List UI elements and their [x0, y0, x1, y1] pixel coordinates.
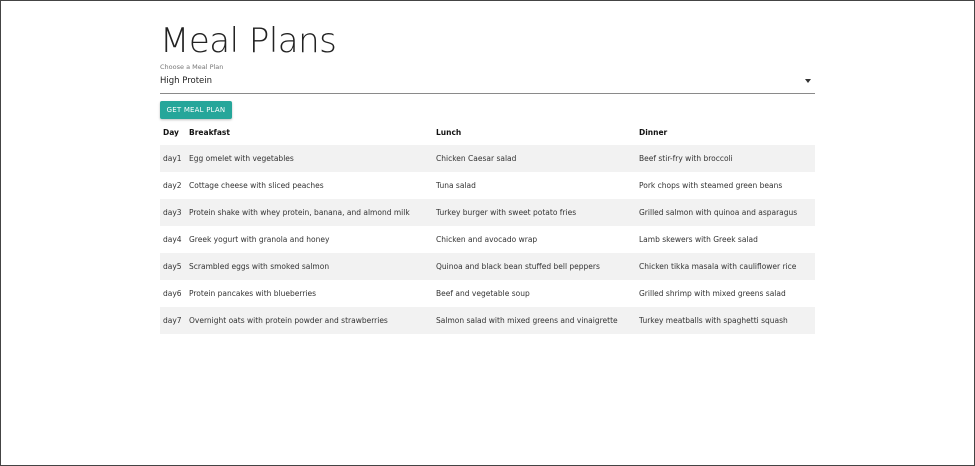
header-dinner: Dinner — [639, 128, 668, 137]
cell-breakfast: Protein pancakes with blueberries — [189, 289, 317, 298]
cell-breakfast: Cottage cheese with sliced peaches — [189, 181, 324, 190]
header-day: Day — [163, 128, 179, 137]
cell-day: day6 — [163, 289, 182, 298]
cell-breakfast: Egg omelet with vegetables — [186, 145, 433, 172]
table-row — [160, 172, 815, 199]
cell-day: day1 — [160, 145, 186, 172]
cell-dinner: Turkey meatballs with spaghetti squash — [636, 307, 815, 334]
get-meal-plan-button[interactable]: GET MEAL PLAN — [160, 101, 232, 119]
meal-plan-select-value[interactable]: High Protein — [160, 76, 213, 86]
cell-breakfast: Greek yogurt with granola and honey — [189, 235, 330, 244]
cell-dinner: Chicken tikka masala with cauliflower rice — [636, 253, 815, 280]
cell-dinner: Beef stir-fry with broccoli — [636, 145, 815, 172]
cell-breakfast: Overnight oats with protein powder and strawberries — [186, 307, 433, 334]
cell-lunch: Beef and vegetable soup — [436, 289, 530, 298]
table-row — [160, 199, 815, 226]
cell-dinner: Grilled shrimp with mixed greens salad — [639, 289, 786, 298]
page-title: Meal Plans — [160, 21, 337, 61]
cell-lunch: Chicken Caesar salad — [433, 145, 636, 172]
cell-lunch: Tuna salad — [436, 181, 476, 190]
cell-breakfast: Scrambled eggs with smoked salmon — [186, 253, 433, 280]
table-row — [160, 226, 815, 253]
cell-day: day5 — [160, 253, 186, 280]
meal-plan-select[interactable] — [160, 63, 815, 94]
cell-lunch: Salmon salad with mixed greens and vinaigrette — [433, 307, 636, 334]
cell-lunch: Turkey burger with sweet potato fries — [433, 199, 636, 226]
cell-lunch: Quinoa and black bean stuffed bell peppers — [433, 253, 636, 280]
cell-day: day7 — [160, 307, 186, 334]
table-row — [160, 253, 815, 280]
cell-breakfast: Protein shake with whey protein, banana, and almond milk — [186, 199, 433, 226]
cell-day: day4 — [163, 235, 182, 244]
meal-plan-select-label: Choose a Meal Plan — [160, 63, 224, 71]
cell-dinner: Grilled salmon with quinoa and asparagus — [636, 199, 815, 226]
meal-plan-table — [160, 120, 815, 334]
table-header-row — [160, 120, 815, 145]
header-breakfast: Breakfast — [189, 128, 230, 137]
header-lunch: Lunch — [436, 128, 462, 137]
cell-day: day2 — [163, 181, 182, 190]
table-row — [160, 280, 815, 307]
cell-dinner: Lamb skewers with Greek salad — [639, 235, 758, 244]
cell-day: day3 — [160, 199, 186, 226]
cell-dinner: Pork chops with steamed green beans — [639, 181, 783, 190]
caret-down-icon[interactable] — [805, 79, 811, 83]
table-row — [160, 307, 815, 334]
cell-lunch: Chicken and avocado wrap — [436, 235, 538, 244]
table-row — [160, 145, 815, 172]
